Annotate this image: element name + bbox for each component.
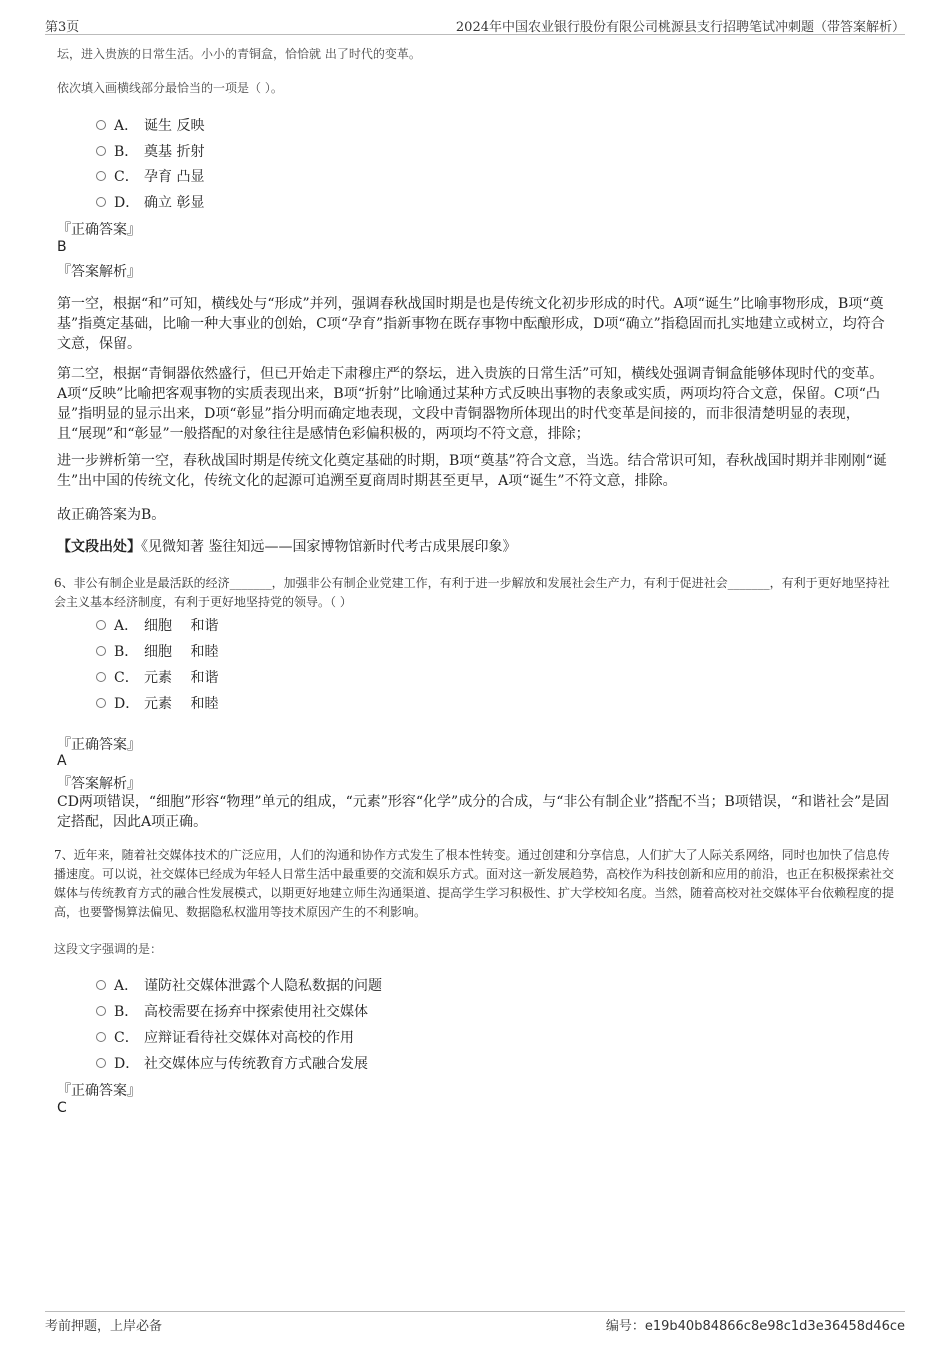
analysis-paragraph: 第二空，根据“青铜器依然盛行，但已开始走下肃穆庄严的祭坛，进入贵族的日常生活”可知，横线处强调青铜盒能够体现时代的变革。A项“反映”比喻把客观事物的实质表现出来，B项“折射”比喻通过某种方式反映出事物的表象或实质，两项均符合文意，保留。C项“凸显”指明显的显示出来，D项“彰显”指分明而确定地表现，文段中青铜器物所体现出的时代变革是间接的，而非很清楚明显的表现，且“展现”和“彰显”一般搭配的对象往往是感情色彩偏积极的，两项均不符文意，排除； (57, 366, 884, 442)
option-text: 奠基 折射 (144, 144, 205, 160)
radio-icon[interactable] (96, 980, 106, 990)
radio-icon[interactable] (96, 1058, 106, 1068)
option-text: 应辩证看待社交媒体对高校的作用 (144, 1030, 354, 1046)
option-letter: D． (114, 1056, 140, 1072)
source-line (57, 537, 892, 557)
source-title: 《见微知著 鉴往知远——国家博物馆新时代考古成果展印象》 (141, 539, 517, 555)
option-text: 细胞 和睦 (144, 644, 219, 660)
page-footer (45, 1311, 905, 1336)
code-value: e19b40b84866c8e98c1d3e36458d46ce (644, 1319, 905, 1334)
option-letter: A． (114, 118, 139, 134)
option-text: 细胞 和谐 (144, 618, 219, 634)
option-text: 元素 和谐 (144, 670, 219, 686)
document-code (606, 1315, 905, 1334)
option-letter: C． (114, 670, 139, 686)
code-label: 编号： (605, 1319, 645, 1334)
option-b[interactable] (96, 141, 204, 161)
option-d[interactable] (96, 693, 218, 713)
option-b[interactable] (96, 1001, 368, 1021)
option-d[interactable] (96, 192, 204, 212)
analysis-paragraph: 进一步辨析第一空，春秋战国时期是传统文化奠定基础的时期，B项“奠基”符合文意，当选。结合常识可知，春秋战国时期并非刚刚“诞生”出中国的传统文化，传统文化的起源可追溯至夏商周时期甚至更早，A项“诞生”不符文意，排除。 (57, 453, 887, 489)
answer-value: B (57, 239, 67, 255)
radio-icon[interactable] (96, 698, 106, 708)
option-text: 高校需要在扬弃中探索使用社交媒体 (144, 1004, 368, 1020)
option-letter: B． (114, 644, 139, 660)
option-letter: D． (114, 195, 140, 211)
analysis-label: 『答案解析』 (57, 776, 141, 792)
answer-value: A (57, 753, 67, 769)
page-header (45, 14, 905, 35)
option-text: 确立 彰显 (144, 195, 205, 211)
option-letter: C． (114, 1030, 139, 1046)
analysis-conclusion: 故正确答案为B。 (57, 507, 166, 523)
option-a[interactable] (96, 615, 218, 635)
analysis-paragraph: 第一空，根据“和”可知，横线处与“形成”并列，强调春秋战国时期是也是传统文化初步形成的时代。A项“诞生”比喻事物形成，B项“奠基”指奠定基础，比喻一种大事业的创始，C项“孕育”指新事物在既存事物中酝酿形成，D项“确立”指稳固而扎实地建立或树立，均符合文意，保留。 (57, 296, 885, 352)
option-text: 社交媒体应与传统教育方式融合发展 (144, 1056, 368, 1072)
document-title: 2024年中国农业银行股份有限公司桃源县支行招聘笔试冲刺题（带答案解析） (455, 20, 905, 35)
answer-label: 『正确答案』 (57, 737, 141, 753)
radio-icon[interactable] (96, 146, 106, 156)
answer-value: C (57, 1100, 67, 1116)
passage-end: 坛，进入贵族的日常生活。小小的青铜盒，恰恰就 出了时代的变革。 (57, 47, 421, 61)
option-c[interactable] (96, 667, 218, 687)
radio-icon[interactable] (96, 672, 106, 682)
question-prompt: 依次填入画横线部分最恰当的一项是（ ）。 (57, 81, 283, 95)
radio-icon[interactable] (96, 171, 106, 181)
radio-icon[interactable] (96, 120, 106, 130)
option-d[interactable] (96, 1053, 368, 1073)
option-text: 诞生 反映 (144, 118, 205, 134)
page-number: 第3页 (45, 20, 80, 35)
question-stem-6: 6、非公有制企业是最活跃的经济_______，加强非公有制企业党建工作，有利于进一步解放和发展社会生产力，有利于促进社会_______，有利于更好地坚持社会主义基本经济制度，有利于更好地坚持党的领导。（ ） (54, 576, 890, 609)
radio-icon[interactable] (96, 1006, 106, 1016)
source-label: 【文段出处】 (57, 539, 141, 555)
option-c[interactable] (96, 166, 204, 186)
option-b[interactable] (96, 641, 218, 661)
radio-icon[interactable] (96, 1032, 106, 1042)
option-text: 孕育 凸显 (144, 169, 205, 185)
option-letter: C． (114, 169, 139, 185)
answer-label: 『正确答案』 (57, 1083, 141, 1099)
option-letter: D． (114, 696, 140, 712)
analysis-label: 『答案解析』 (57, 264, 141, 280)
option-text: 谨防社交媒体泄露个人隐私数据的问题 (144, 978, 382, 994)
option-letter: A． (114, 618, 139, 634)
option-text: 元素 和睦 (144, 696, 219, 712)
option-a[interactable] (96, 975, 382, 995)
footer-slogan: 考前押题，上岸必备 (45, 1319, 163, 1334)
answer-label: 『正确答案』 (57, 222, 141, 238)
radio-icon[interactable] (96, 620, 106, 630)
option-letter: B． (114, 1004, 139, 1020)
question-prompt: 这段文字强调的是： (54, 942, 163, 956)
option-a[interactable] (96, 115, 204, 135)
analysis-paragraph: CD两项错误，“细胞”形容“物理”单元的组成，“元素”形容“化学”成分的合成，与“非公有制企业”搭配不当；B项错误，“和谐社会”是固定搭配，因此A项正确。 (57, 794, 890, 830)
radio-icon[interactable] (96, 646, 106, 656)
radio-icon[interactable] (96, 197, 106, 207)
option-letter: B． (114, 144, 139, 160)
option-letter: A． (114, 978, 139, 994)
option-c[interactable] (96, 1027, 354, 1047)
question-stem-7: 7、近年来，随着社交媒体技术的广泛应用，人们的沟通和协作方式发生了根本性转变。通过创建和分享信息，人们扩大了人际关系网络，同时也加快了信息传播速度。可以说，社交媒体已经成为年轻人日常生活中最重要的交流和娱乐方式。面对这一新发展趋势，高校作为科技创新和应用的前沿，也正在积极探索社交媒体与传统教育方式的融合性发展模式，以期更好地建立师生沟通渠道、提高学生学习积极性、扩大学校知名度。当然，随着高校对社交媒体平台依赖程度的提高，也要警惕算法偏见、数据隐私权滥用等技术原因产生的不利影响。 (54, 848, 895, 919)
